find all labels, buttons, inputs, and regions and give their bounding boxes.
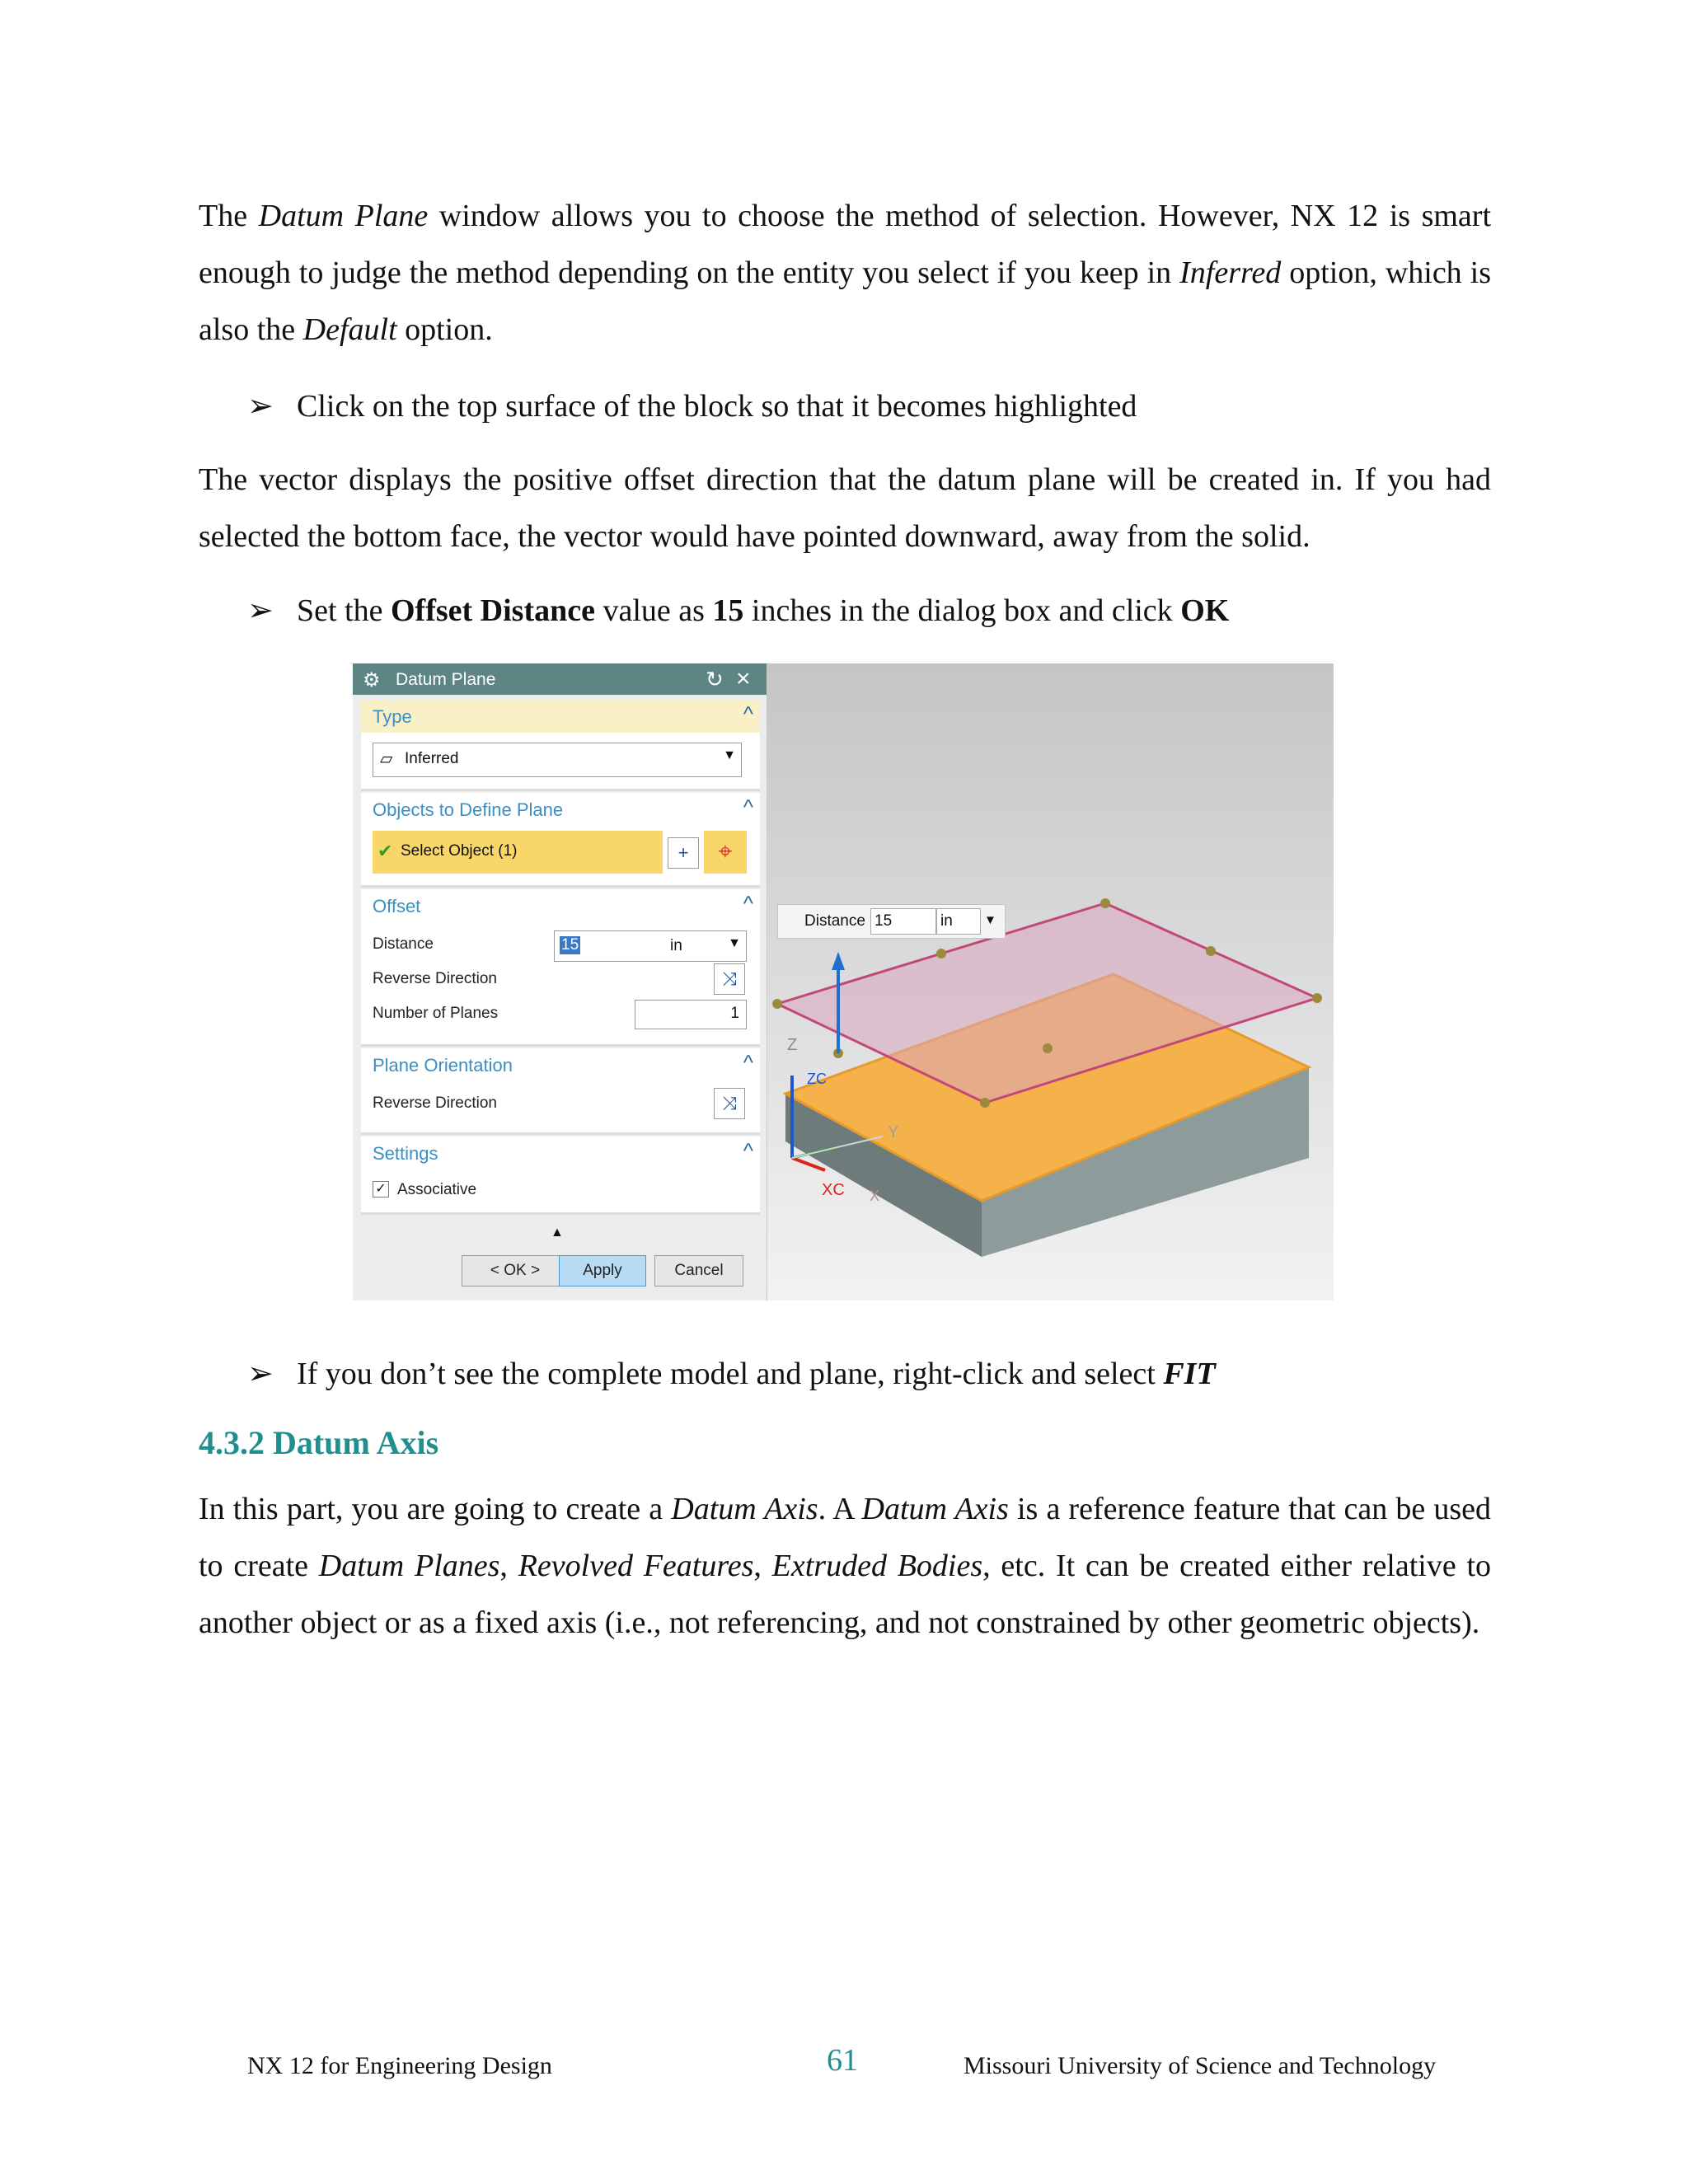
type-section-header[interactable]: Type ^ <box>361 700 760 733</box>
distance-input[interactable]: 15 in ▼ <box>554 930 747 962</box>
datum-axis-paragraph: In this part, you are going to create a Datum Axis. A Datum Axis is a reference feature that can be used to create Datum Planes, Revolved Features, Extruded Bodies, etc. It can be created either relative to another object or as a fixed axis (i.e., not referencing, and not constrained by other geometric objects). <box>199 1492 1492 1640</box>
dialog-title-bar <box>353 663 767 695</box>
bullet-fit: ➢ If you don’t see the complete model and plane, right-click and select FIT <box>247 1353 1216 1394</box>
chevron-up-icon: ^ <box>743 1138 753 1163</box>
reset-icon[interactable]: ↻ <box>706 667 724 691</box>
orientation-reverse-icon[interactable]: ⤨ <box>714 1088 745 1119</box>
dialog-title: Datum Plane <box>396 670 496 689</box>
ok-button[interactable]: < OK > <box>462 1255 569 1286</box>
offset-vector-arrowhead <box>832 952 845 970</box>
axis-y-label: Y <box>888 1123 899 1141</box>
inferred-plane-icon: ▱ <box>380 750 393 768</box>
reverse-direction-label: Reverse Direction <box>373 970 497 987</box>
axis-zc-label: ZC <box>807 1071 827 1087</box>
number-of-planes-input[interactable]: 1 <box>635 1000 747 1029</box>
plane-orientation-header[interactable]: Plane Orientation ^ <box>373 1050 753 1076</box>
apply-button[interactable]: Apply <box>559 1255 646 1286</box>
axis-x-label: X <box>870 1188 880 1204</box>
offset-section <box>361 889 760 1047</box>
objects-section <box>361 793 760 888</box>
dropdown-arrow-icon: ▼ <box>728 936 741 950</box>
bullet-arrow-icon: ➢ <box>247 1357 274 1391</box>
intro-paragraph: The Datum Plane window allows you to choose the method of selection. However, NX 12 is smart enough to judge the method depending on the entity you select if you keep in Inferred option, which is also the Default option. <box>199 199 1492 347</box>
reverse-direction-icon[interactable]: ⤨ <box>714 963 745 995</box>
dropdown-arrow-icon: ▼ <box>984 913 996 927</box>
onscreen-distance-value: 15 <box>870 908 936 935</box>
onscreen-unit: in <box>936 908 981 935</box>
plane-handle <box>1100 898 1110 908</box>
associative-checkbox[interactable]: ✓ <box>373 1181 389 1197</box>
chevron-up-icon: ^ <box>743 891 753 916</box>
plane-handle <box>936 949 946 958</box>
close-icon[interactable]: × <box>736 665 751 692</box>
checkmark-icon: ✔ <box>377 841 393 861</box>
type-section <box>361 700 760 791</box>
footer-left: NX 12 for Engineering Design <box>247 2052 552 2079</box>
chevron-up-icon: ^ <box>743 701 753 726</box>
chevron-up-icon: ^ <box>743 794 753 819</box>
settings-section <box>361 1137 760 1215</box>
plane-orientation-section <box>361 1048 760 1135</box>
dropdown-arrow-icon: ▼ <box>723 748 736 762</box>
plane-handle <box>772 999 782 1009</box>
chevron-up-icon: ^ <box>743 1050 753 1075</box>
offset-section-header[interactable]: Offset ^ <box>373 891 753 916</box>
point-target-icon[interactable]: ⌖ <box>704 831 747 874</box>
objects-section-header[interactable]: Objects to Define Plane ^ <box>373 794 753 820</box>
section-heading: 4.3.2 Datum Axis <box>199 1424 439 1461</box>
number-of-planes-label: Number of Planes <box>373 1005 499 1022</box>
bullet-arrow-icon: ➢ <box>247 389 274 424</box>
bullet-arrow-icon: ➢ <box>247 593 274 628</box>
datum-plane-dialog <box>353 663 767 1301</box>
orientation-reverse-label: Reverse Direction <box>373 1094 497 1112</box>
plane-handle <box>1043 1043 1053 1053</box>
axis-z-label: Z <box>787 1036 798 1054</box>
page-number: 61 <box>827 2043 858 2078</box>
unit-label: in <box>670 937 682 954</box>
graphics-viewport[interactable] <box>767 663 1334 1301</box>
model-drawing <box>767 663 1334 1301</box>
distance-onscreen-input[interactable] <box>777 904 1006 939</box>
bullet-click-top-surface: ➢ Click on the top surface of the block so that it becomes highlighted <box>247 386 1137 427</box>
plane-handle <box>980 1098 990 1108</box>
axis-xc-label: XC <box>822 1181 845 1199</box>
distance-label: Distance <box>373 935 434 953</box>
type-dropdown[interactable]: ▱ Inferred ▼ <box>373 743 742 777</box>
select-object-row[interactable]: ✔ Select Object (1) <box>373 831 663 874</box>
footer-right: Missouri University of Science and Technology <box>964 2052 1437 2079</box>
datum-plane-screenshot <box>353 663 1334 1301</box>
cancel-button[interactable]: Cancel <box>654 1255 743 1286</box>
collapse-arrow-icon[interactable]: ▲ <box>551 1226 564 1240</box>
add-selection-icon[interactable]: + <box>668 837 699 869</box>
settings-section-header[interactable]: Settings ^ <box>373 1138 753 1164</box>
gear-icon[interactable]: ⚙ <box>363 669 381 691</box>
onscreen-distance-label: Distance <box>804 912 865 930</box>
plane-handle <box>1206 946 1216 956</box>
bullet-offset-distance: ➢ Set the Offset Distance value as 15 inches in the dialog box and click OK <box>247 590 1229 631</box>
vector-paragraph: The vector displays the positive offset direction that the datum plane will be created in. If you had selected the bottom face, the vector would have pointed downward, away from the solid. <box>199 462 1491 554</box>
associative-label: Associative <box>397 1181 477 1198</box>
plane-handle <box>1312 993 1322 1003</box>
